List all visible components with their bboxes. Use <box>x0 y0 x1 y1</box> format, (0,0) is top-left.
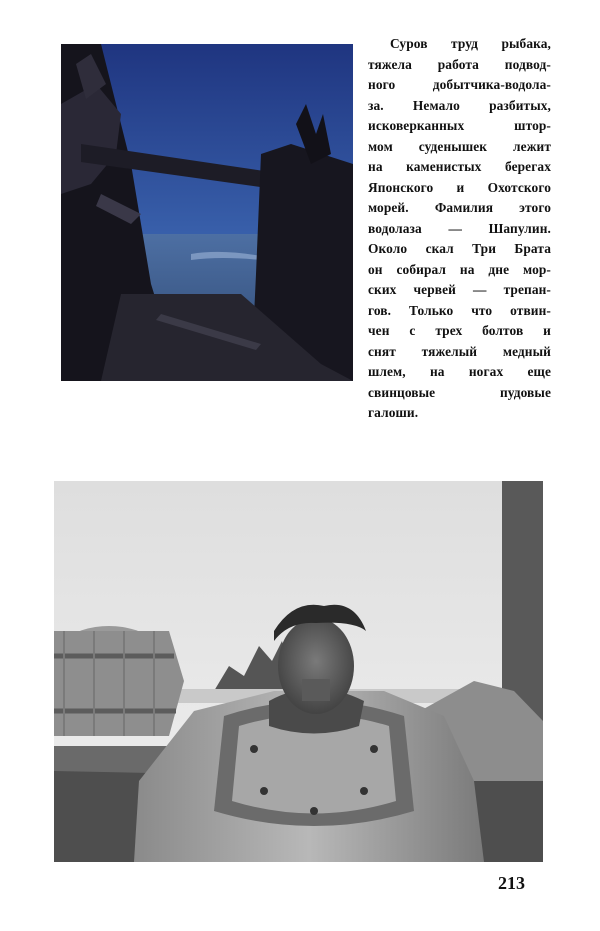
caption-line: гов. Только что отвин- <box>368 302 551 318</box>
caption-line: за. Немало разбитых, <box>368 97 551 113</box>
caption-line: тяжела работа подвод- <box>368 56 551 72</box>
caption-line: ских червей — трепан- <box>368 282 551 297</box>
caption-line: водолаза — Шапулин. <box>368 220 551 236</box>
caption-line: чен с трех болтов и <box>368 323 551 338</box>
caption-line: на каменистых берегах <box>368 159 551 174</box>
caption-line: свинцовые пудовые <box>368 384 551 400</box>
diver-image <box>54 481 543 862</box>
caption-line: Около скал Три Брата <box>368 241 551 256</box>
caption-line: он собирал на дне мор- <box>368 261 551 277</box>
caption-line: галоши. <box>368 405 419 420</box>
photo-caption <box>368 34 551 424</box>
diver-photo <box>54 481 543 862</box>
caption-line: мом суденышек лежит <box>368 138 551 154</box>
caption-line: ного добытчика-водола- <box>368 77 551 92</box>
caption-line: Суров труд рыбака, <box>390 36 551 51</box>
shipwreck-image <box>61 44 353 381</box>
caption-line: снят тяжелый медный <box>368 343 551 359</box>
caption-line: шлем, на ногах еще <box>368 364 551 379</box>
caption-line: исковерканных штор- <box>368 118 551 133</box>
page-number: 213 <box>498 873 525 893</box>
caption-line: морей. Фамилия этого <box>368 200 551 215</box>
caption-line: Японского и Охотского <box>368 179 551 195</box>
shipwreck-photo <box>61 44 353 381</box>
